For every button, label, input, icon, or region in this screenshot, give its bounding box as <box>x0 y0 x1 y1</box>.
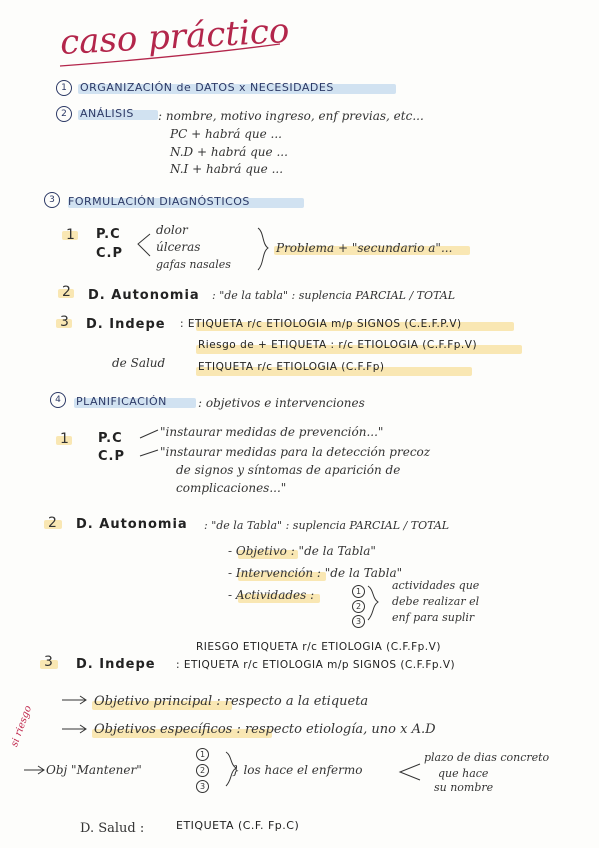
section-heading: ANÁLISIS <box>80 107 134 120</box>
pc-label: P.C <box>98 431 123 446</box>
pc-label: P.C <box>96 227 121 242</box>
objective-number: 3 <box>196 780 209 793</box>
activity-number: 2 <box>352 600 365 613</box>
page-title: caso práctico <box>59 11 291 63</box>
salud-text: ETIQUETA r/c ETIOLOGIA (C.F.Fp) <box>198 361 385 373</box>
deadline-note: plazo de dias concreto <box>424 751 550 764</box>
analysis-text: : nombre, motivo ingreso, enf previas, etc... <box>158 109 424 123</box>
section-number: 3 <box>44 192 60 208</box>
subsection-text: : ETIQUETA r/c ETIOLOGIA m/p SIGNOS (C.E.F.P.V) <box>180 318 462 330</box>
section-text: : objetivos e intervenciones <box>198 396 365 410</box>
subsection-label: D. Autonomia <box>88 288 200 303</box>
salud-label: D. Salud : <box>80 821 145 836</box>
objective-main: Objetivo principal : respecto a la etiqueta <box>94 694 369 709</box>
symptom: úlceras <box>156 240 201 254</box>
analysis-line: N.D + habrá que ... <box>170 145 288 159</box>
activity-number: 3 <box>352 615 365 628</box>
item-number: 3 <box>44 654 53 670</box>
objective-number: 1 <box>196 748 209 761</box>
activities-note: enf para suplir <box>392 611 475 624</box>
section-number: 2 <box>56 106 72 122</box>
symptom: dolor <box>156 223 188 237</box>
objective-number: 2 <box>196 764 209 777</box>
item-number: 1 <box>66 227 75 243</box>
nurse-note: } los hace el enfermo <box>232 763 363 777</box>
section-number: 4 <box>50 392 66 408</box>
salud-text: ETIQUETA (C.F. Fp.C) <box>176 819 300 832</box>
objective-specific: Objetivos específicos : respecto etiología, uno x A.D <box>94 722 436 737</box>
section-number: 1 <box>56 80 72 96</box>
planning-line: "instaurar medidas para la detección precoz <box>160 445 431 459</box>
subsection-text: : "de la tabla" : suplencia PARCIAL / TOTAL <box>212 289 456 302</box>
section-heading: FORMULACIÓN DIAGNÓSTICOS <box>68 195 250 208</box>
deadline-note: su nombre <box>434 781 494 794</box>
objective-line: - Objetivo : "de la Tabla" <box>228 544 376 558</box>
item-number: 1 <box>60 431 69 447</box>
section-heading: PLANIFICACIÓN <box>76 395 167 408</box>
analysis-line: PC + habrá que ... <box>170 127 282 141</box>
subsection-label: D. Autonomia <box>76 517 188 532</box>
risk-text: Riesgo de + ETIQUETA : r/c ETIOLOGIA (C.F.Fp.V) <box>198 339 478 351</box>
subsection-label: D. Indepe <box>86 317 166 332</box>
subsection-text: : "de la Tabla" : suplencia PARCIAL / TOTAL <box>204 519 450 532</box>
planning-line: de signos y síntomas de aparición de <box>176 463 401 477</box>
deadline-note: que hace <box>438 767 489 780</box>
item-number: 2 <box>48 515 57 531</box>
maintain-objective: Obj "Mantener" <box>46 763 142 777</box>
planning-line: complicaciones..." <box>176 481 287 495</box>
symptom: gafas nasales <box>156 258 231 271</box>
cp-label: C.P <box>96 246 124 261</box>
side-note: si riesgo <box>9 704 35 749</box>
subsection-text: : ETIQUETA r/c ETIOLOGIA m/p SIGNOS (C.F.Fp.V) <box>176 659 456 671</box>
intervention-line: - Intervención : "de la Tabla" <box>228 566 403 580</box>
activity-number: 1 <box>352 585 365 598</box>
activities-line: - Actividades : <box>228 588 315 602</box>
analysis-line: N.I + habrá que ... <box>170 162 284 176</box>
cp-label: C.P <box>98 449 126 464</box>
activities-note: actividades que <box>392 579 480 592</box>
activities-note: debe realizar el <box>392 595 480 608</box>
problem-text: Problema + "secundario a"... <box>276 241 453 255</box>
item-number: 3 <box>60 314 69 330</box>
planning-line: "instaurar medidas de prevención..." <box>160 425 384 439</box>
risk-text: RIESGO ETIQUETA r/c ETIOLOGIA (C.F.Fp.V) <box>196 641 441 653</box>
salud-label: de Salud <box>112 356 166 370</box>
section-heading: ORGANIZACIÓN de DATOS x NECESIDADES <box>80 81 334 94</box>
subsection-label: D. Indepe <box>76 657 156 672</box>
item-number: 2 <box>62 284 71 300</box>
